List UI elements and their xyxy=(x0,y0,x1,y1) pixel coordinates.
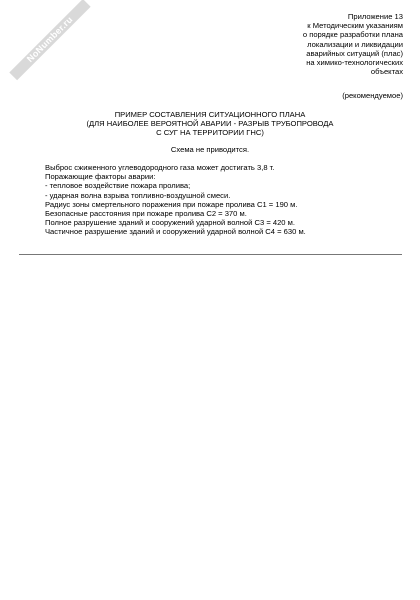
schema-note: Схема не приводится. xyxy=(170,145,250,154)
appendix-header xyxy=(223,12,403,76)
body-line: Радиус зоны смертельного поражения при пожаре пролива С1 = 190 м. xyxy=(45,199,298,209)
body-line: - ударная волна взрыва топливно-воздушной смеси. xyxy=(45,190,231,200)
body-line: Полное разрушение зданий и сооружений ударной волной С3 = 420 м. xyxy=(45,218,295,228)
appendix-line: на химико-технологических xyxy=(306,58,403,68)
title-line: (ДЛЯ НАИБОЛЕЕ ВЕРОЯТНОЙ АВАРИИ - РАЗРЫВ ТРУБОПРОВОДА xyxy=(86,119,334,129)
recommended-note: (рекомендуемое) xyxy=(342,91,403,100)
body-text xyxy=(45,163,405,237)
appendix-line: Приложение 13 xyxy=(347,12,403,21)
body-line: Выброс сжиженного углеводородного газа может достигать 3,8 т. xyxy=(45,163,275,172)
body-line: Поражающие факторы аварии: xyxy=(45,172,156,182)
appendix-line: о порядке разработки плана xyxy=(302,30,403,40)
body-line: Частичное разрушение зданий и сооружений ударной волной С4 = 630 м. xyxy=(45,227,306,237)
appendix-line: объектах xyxy=(370,67,403,77)
title-line: С СУГ НА ТЕРРИТОРИИ ГНС) xyxy=(156,128,264,138)
body-line: - тепловое воздействие пожара пролива; xyxy=(45,181,191,191)
body-line: Безопасные расстояния при пожаре пролива С2 = 370 м. xyxy=(45,209,247,219)
appendix-line: к Методическим указаниям xyxy=(307,21,403,31)
appendix-line: аварийных ситуаций (плас) xyxy=(306,48,403,58)
document-title xyxy=(0,110,420,138)
appendix-line: локализации и ликвидации xyxy=(307,39,403,49)
watermark: NoNumber.ru xyxy=(9,0,91,80)
page-divider xyxy=(19,254,402,255)
title-line: ПРИМЕР СОСТАВЛЕНИЯ СИТУАЦИОННОГО ПЛАНА xyxy=(114,110,306,119)
